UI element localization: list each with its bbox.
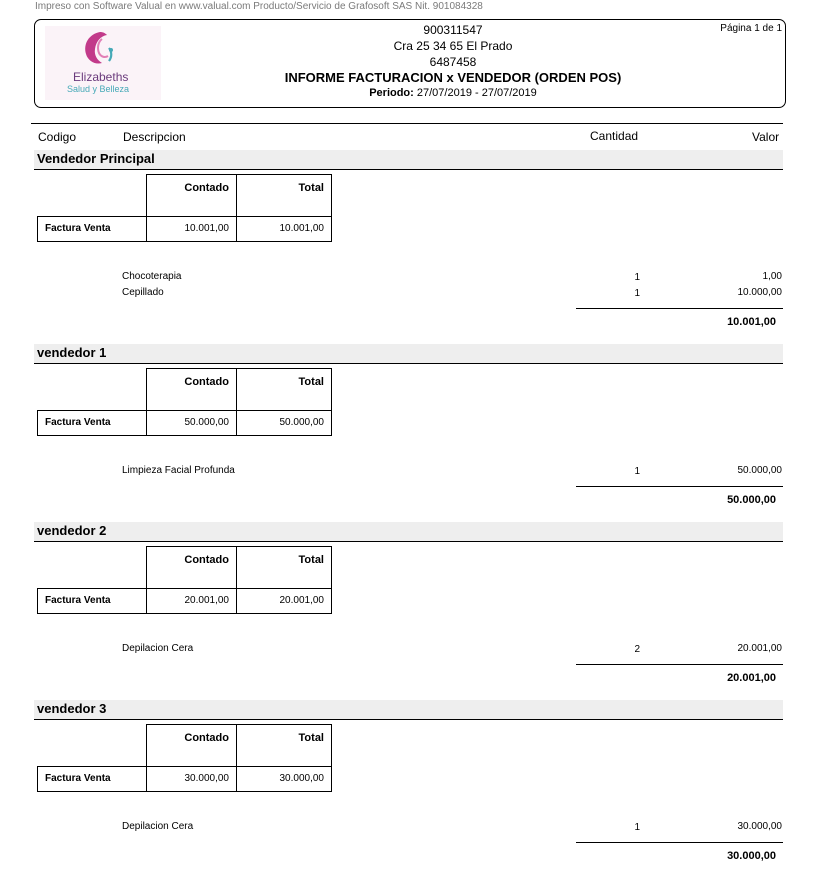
vendor-band <box>34 522 783 541</box>
report-period <box>200 87 706 99</box>
item-quantity: 2 <box>634 644 640 655</box>
summary-row-label: Factura Venta <box>37 588 147 614</box>
vendor-total: 10.001,00 <box>727 316 776 328</box>
summary-header-total: Total <box>236 174 332 217</box>
summary-total-value: 20.001,00 <box>236 588 332 614</box>
item-quantity: 1 <box>634 272 640 283</box>
item-description: Depilacion Cera <box>122 821 194 832</box>
vendor-name: Vendedor Principal <box>37 151 155 166</box>
item-quantity: 1 <box>634 466 640 477</box>
vendor-total-rule <box>576 308 783 309</box>
summary-row-label: Factura Venta <box>37 410 147 436</box>
vendor-band <box>34 344 783 363</box>
vendor-band <box>34 700 783 719</box>
summary-contado-value: 20.001,00 <box>146 588 237 614</box>
vendor-section <box>0 700 814 878</box>
page-indicator: Página 1 de 1 <box>720 23 782 34</box>
item-value: 20.001,00 <box>737 643 782 654</box>
vendor-summary-table <box>37 724 332 792</box>
header-rule <box>31 123 783 124</box>
item-value: 10.000,00 <box>737 287 782 298</box>
vendor-total-rule <box>576 664 783 665</box>
vendor-summary-table <box>37 368 332 436</box>
vendor-name: vendedor 3 <box>37 701 107 716</box>
summary-contado-value: 10.001,00 <box>146 216 237 242</box>
item-quantity: 1 <box>634 288 640 299</box>
company-nit: 900311547 <box>423 23 483 37</box>
summary-header-contado: Contado <box>146 724 237 767</box>
company-phone: 6487458 <box>429 55 477 69</box>
summary-total-value: 30.000,00 <box>236 766 332 792</box>
company-address: Cra 25 34 65 El Prado <box>393 39 513 53</box>
column-header-descripcion: Descripcion <box>123 130 186 144</box>
summary-header-total: Total <box>236 546 332 589</box>
vendor-rule <box>34 541 783 542</box>
item-description: Limpieza Facial Profunda <box>122 465 235 476</box>
summary-header-total: Total <box>236 368 332 411</box>
vendor-section <box>0 150 814 328</box>
summary-contado-value: 30.000,00 <box>146 766 237 792</box>
summary-row-label: Factura Venta <box>37 766 147 792</box>
report-title: INFORME FACTURACION x VENDEDOR (ORDEN POS) <box>284 70 622 85</box>
item-quantity: 1 <box>634 822 640 833</box>
vendor-rule <box>34 719 783 720</box>
summary-total-value: 10.001,00 <box>236 216 332 242</box>
summary-header-total: Total <box>236 724 332 767</box>
vendor-rule <box>34 169 783 170</box>
summary-contado-value: 50.000,00 <box>146 410 237 436</box>
period-label: Periodo: <box>369 87 414 99</box>
vendor-total: 50.000,00 <box>727 494 776 506</box>
summary-header-contado: Contado <box>146 174 237 217</box>
vendor-section <box>0 522 814 700</box>
item-value: 30.000,00 <box>737 821 782 832</box>
summary-header-contado: Contado <box>146 546 237 589</box>
item-value: 1,00 <box>762 271 782 282</box>
vendor-total: 20.001,00 <box>727 672 776 684</box>
summary-header-contado: Contado <box>146 368 237 411</box>
item-value: 50.000,00 <box>737 465 782 476</box>
vendor-name: vendedor 2 <box>37 523 107 538</box>
item-description: Depilacion Cera <box>122 643 194 654</box>
vendor-total: 30.000,00 <box>727 850 776 862</box>
column-header-valor: Valor <box>752 130 780 144</box>
column-header-cantidad: Cantidad <box>590 129 639 143</box>
vendor-name: vendedor 1 <box>37 345 107 360</box>
logo-brand-subtitle: Salud y Belleza <box>67 84 130 94</box>
vendor-section <box>0 344 814 522</box>
vendor-summary-table <box>37 546 332 614</box>
vendor-total-rule <box>576 486 783 487</box>
vendor-summary-table <box>37 174 332 242</box>
summary-row-label: Factura Venta <box>37 216 147 242</box>
item-description: Cepillado <box>122 287 164 298</box>
logo-brand-name: Elizabeths <box>73 70 129 84</box>
vendor-total-rule <box>576 842 783 843</box>
summary-total-value: 50.000,00 <box>236 410 332 436</box>
column-header-codigo: Codigo <box>38 130 77 144</box>
item-description: Chocoterapia <box>122 271 182 282</box>
period-value: 27/07/2019 - 27/07/2019 <box>416 87 537 99</box>
printed-by-notice: Impreso con Software Valual en www.valual.com Producto/Servicio de Grafosoft SAS Nit. 901084328 <box>35 1 483 12</box>
vendor-rule <box>34 363 783 364</box>
